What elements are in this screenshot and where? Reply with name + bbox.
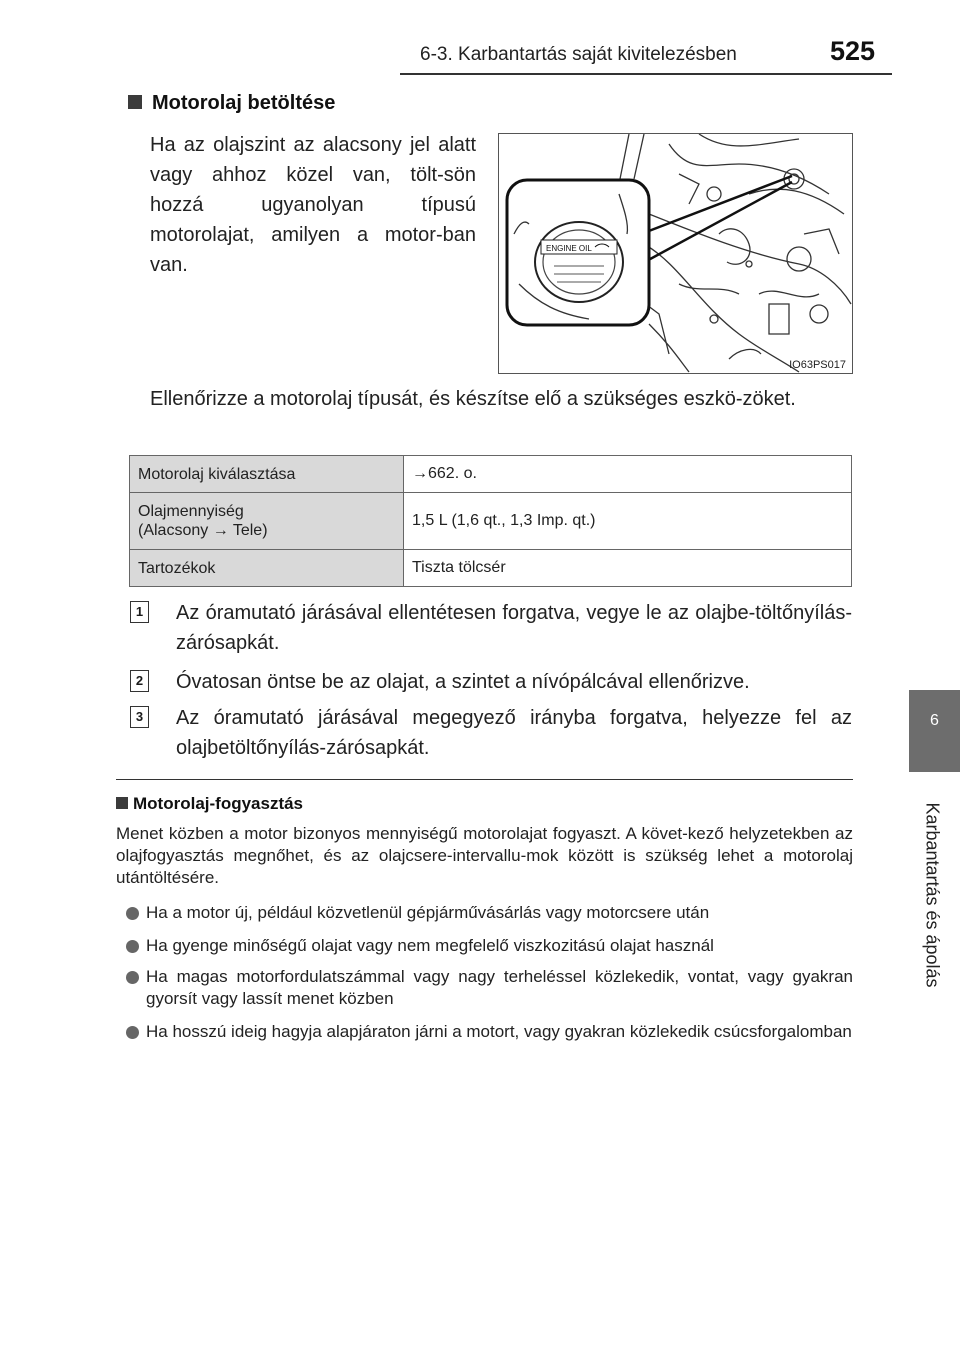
chapter-number: 6 bbox=[930, 712, 939, 729]
list-item-text: Ha magas motorfordulatszámmal vagy nagy terheléssel közlekedik, vontat, vagy gyakran gyorsít vagy lassít menet közben bbox=[146, 967, 853, 1008]
square-bullet-icon bbox=[128, 95, 142, 109]
table-row bbox=[130, 456, 852, 493]
oil-spec-table bbox=[129, 455, 852, 587]
table-value-cell: →662. o. bbox=[404, 456, 852, 493]
table-label-line: Motorolaj kiválasztása bbox=[138, 465, 296, 483]
table-row bbox=[130, 493, 852, 550]
engine-oil-cap-illustration bbox=[498, 133, 853, 374]
step-text: Óvatosan öntse be az olajat, a szintet a nívópálcával ellenőrizve. bbox=[176, 671, 750, 693]
running-header-section-title: 6-3. Karbantartás saját kivitelezésben bbox=[420, 44, 737, 65]
step-text: Az óramutató járásával ellentétesen forgatva, vegye le az olajbe-töltőnyílás-zárósapkát. bbox=[176, 602, 852, 654]
table-label-cell bbox=[130, 456, 404, 493]
table-label-line: (Alacsony → Tele) bbox=[138, 522, 268, 539]
consumption-heading bbox=[116, 794, 303, 814]
figure-code: IO63PS017 bbox=[789, 359, 846, 371]
list-item-text: Ha a motor új, például közvetlenül gépjárművásárlás vagy motorcsere után bbox=[146, 903, 710, 922]
list-item-text: Ha gyenge minőségű olajat vagy nem megfelelő viszkozitású olajat használ bbox=[146, 936, 714, 955]
oil-cap-label: ENGINE OIL bbox=[546, 244, 592, 253]
consumption-paragraph: Menet közben a motor bizonyos mennyiségű motorolajat fogyaszt. A követ-kező helyzetekben az olajfogyasztás megnőhet, és az olajcsere-intervallu-mok között is szükség lehet a motorolaj utántöltésére. bbox=[116, 824, 853, 887]
table-label-line: Tartozékok bbox=[138, 559, 216, 577]
chapter-tab bbox=[909, 690, 960, 772]
table-label-cell bbox=[130, 550, 404, 587]
bullet-dot-icon bbox=[126, 907, 139, 920]
engine-bay-drawing bbox=[499, 134, 852, 373]
section-heading-text: Motorolaj betöltése bbox=[152, 92, 336, 114]
table-value-cell: Tiszta tölcsér bbox=[404, 550, 852, 587]
section-divider bbox=[116, 779, 853, 780]
header-rule bbox=[400, 73, 892, 75]
bullet-dot-icon bbox=[126, 971, 139, 984]
table-value-cell: 1,5 L (1,6 qt., 1,3 Imp. qt.) bbox=[404, 493, 852, 550]
page-number: 525 bbox=[830, 36, 876, 66]
list-item-text: Ha hosszú ideig hagyja alapjáraton járni a motort, vagy gyakran közlekedik csúcsforgalomban bbox=[146, 1022, 852, 1041]
consumption-heading-text: Motorolaj-fogyasztás bbox=[133, 794, 304, 813]
step-number-badge: 2 bbox=[130, 670, 149, 692]
bullet-dot-icon bbox=[126, 1026, 139, 1039]
table-label-line: Olajmennyiség bbox=[138, 503, 244, 520]
section-heading bbox=[128, 92, 335, 115]
table-row bbox=[130, 550, 852, 587]
table-label-cell bbox=[130, 493, 404, 550]
intro-paragraph: Ha az olajszint az alacsony jel alatt vagy ahhoz közel van, tölt-sön hozzá ugyanolyan típusú motorolajat, amilyen a motor-ban van. bbox=[150, 134, 476, 276]
step-number-badge: 1 bbox=[130, 601, 149, 623]
step-number-badge: 3 bbox=[130, 706, 149, 728]
chapter-title: Karbantartás és ápolás bbox=[922, 802, 943, 988]
step-text: Az óramutató járásával megegyező irányba forgatva, helyezze fel az olajbetöltőnyílás-zárósapkát. bbox=[176, 707, 852, 759]
check-instruction: Ellenőrizze a motorolaj típusát, és készítse elő a szükséges eszkö-zöket. bbox=[150, 388, 796, 410]
bullet-dot-icon bbox=[126, 940, 139, 953]
chapter-title-vertical bbox=[912, 790, 952, 1000]
square-bullet-icon bbox=[116, 797, 128, 809]
